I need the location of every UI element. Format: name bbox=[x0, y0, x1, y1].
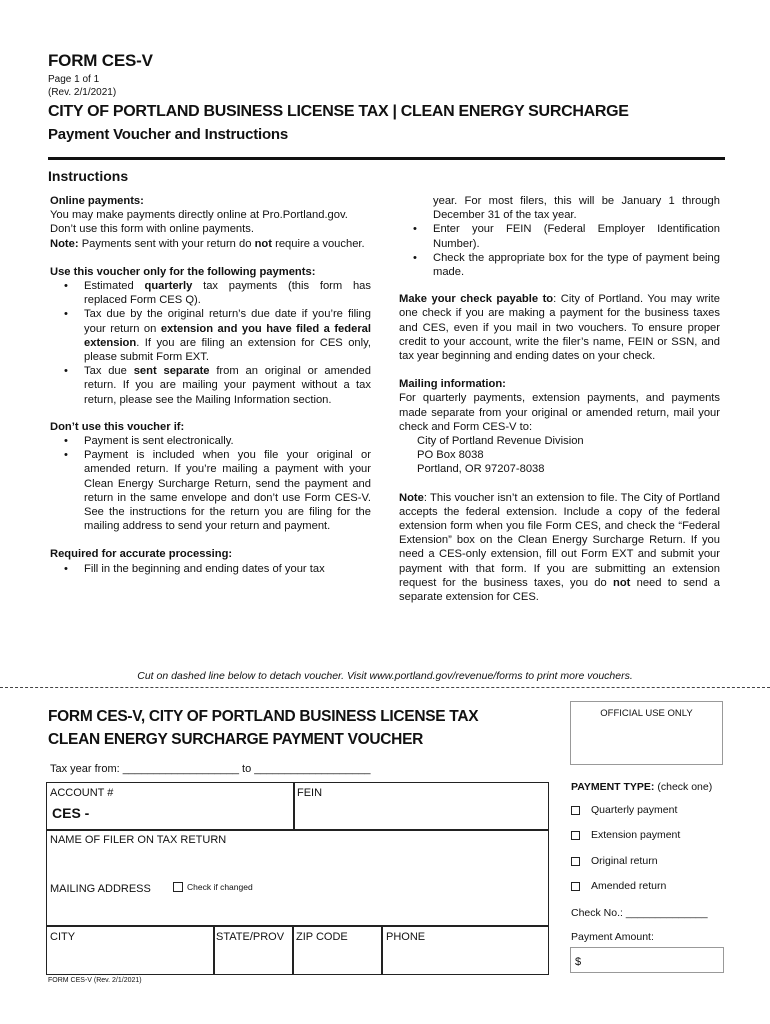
page-subtitle: Payment Voucher and Instructions bbox=[48, 126, 289, 143]
required-list-continued bbox=[399, 194, 720, 279]
instructions-left-column bbox=[50, 194, 371, 576]
voucher-subtitle: CLEAN ENERGY SURCHARGE PAYMENT VOUCHER bbox=[48, 731, 424, 748]
grid-divider bbox=[46, 829, 549, 831]
account-input[interactable]: CES - bbox=[52, 805, 90, 821]
revision-date: (Rev. 2/1/2021) bbox=[48, 87, 117, 98]
check-payable-text: Make your check payable to: City of Portland. You may write one check if you are making a payment for the business taxes and CES, even if you mail in two vouchers. To ensure proper credit to your account, write the filer’s name, FEIN or SSN, and tax year beginning and ending dates on your check. bbox=[399, 293, 720, 363]
option-amended[interactable] bbox=[571, 880, 666, 892]
fein-input[interactable] bbox=[295, 800, 547, 828]
online-payments-text: You may make payments directly online at Pro.Portland.gov. bbox=[50, 209, 348, 222]
instructions-heading: Instructions bbox=[48, 168, 129, 184]
checkbox[interactable] bbox=[571, 831, 580, 840]
payment-type-label: PAYMENT TYPE: (check one) bbox=[571, 781, 713, 793]
option-label: Original return bbox=[591, 855, 658, 867]
list-item: • Payment is sent electronically. bbox=[84, 434, 371, 448]
payment-amount-label: Payment Amount: bbox=[571, 931, 654, 943]
payment-amount-input[interactable] bbox=[570, 947, 724, 973]
check-if-changed-label: Check if changed bbox=[187, 882, 253, 892]
required-list bbox=[50, 562, 371, 576]
checkbox[interactable] bbox=[173, 882, 183, 892]
phone-label: PHONE bbox=[386, 931, 426, 943]
form-id: FORM CES-V bbox=[48, 51, 153, 70]
cut-line bbox=[0, 687, 770, 688]
page-title: CITY OF PORTLAND BUSINESS LICENSE TAX | CLEAN ENERGY SURCHARGE bbox=[48, 103, 629, 120]
list-item: • Fill in the beginning and ending dates of your tax bbox=[84, 562, 371, 576]
extension-note: Note: This voucher isn’t an extension to file. The City of Portland accepts the federal extension. Include a copy of the federal extension form when you file Form CES, and check the “Federal Extension” box on the Clean Energy Surcharge Return. If you need a CES-only extension, fill out Form EXT and submit your payment with that form. If you are submitting an extension request for the business taxes, you do not need to send a separate extension for CES. bbox=[399, 491, 720, 604]
dollar-sign: $ bbox=[575, 956, 582, 968]
option-original[interactable] bbox=[571, 855, 658, 867]
fein-label: FEIN bbox=[297, 787, 323, 799]
option-label: Extension payment bbox=[591, 829, 681, 841]
grid-divider bbox=[46, 925, 549, 927]
option-label: Quarterly payment bbox=[591, 804, 678, 816]
use-voucher-label: Use this voucher only for the following payments: bbox=[50, 265, 316, 278]
online-payments-warning: Don’t use this form with online payments. bbox=[50, 223, 254, 236]
online-payments-note: Note: Payments sent with your return do not require a voucher. bbox=[50, 237, 365, 250]
required-label: Required for accurate processing: bbox=[50, 548, 233, 561]
official-use-label: OFFICIAL USE ONLY bbox=[600, 708, 693, 719]
option-extension[interactable] bbox=[571, 829, 680, 841]
checkbox[interactable] bbox=[571, 857, 580, 866]
mailing-address-line: Portland, OR 97207-8038 bbox=[417, 463, 545, 476]
mailing-address-line: PO Box 8038 bbox=[417, 449, 484, 462]
filer-name-label: NAME OF FILER ON TAX RETURN bbox=[50, 834, 227, 846]
state-label: STATE/PROV bbox=[216, 931, 285, 943]
header-divider bbox=[48, 157, 725, 160]
dont-use-list bbox=[50, 434, 371, 533]
list-item: • Enter your FEIN (Federal Employer Identification Number). bbox=[433, 222, 720, 250]
zip-label: ZIP CODE bbox=[296, 931, 348, 943]
mailing-info-text: For quarterly payments, extension payments, and payments made separate from your original or amended return, mail your check and Form CES-V to: bbox=[399, 392, 720, 433]
grid-divider bbox=[213, 925, 215, 975]
mailing-info-label: Mailing information: bbox=[399, 378, 506, 391]
cut-note: Cut on dashed line below to detach voucher. Visit www.portland.gov/revenue/forms to print more vouchers. bbox=[137, 670, 633, 682]
filer-name-input[interactable] bbox=[48, 850, 547, 876]
online-payments-label: Online payments: bbox=[50, 195, 144, 207]
mailing-address-line: City of Portland Revenue Division bbox=[417, 435, 584, 448]
check-number-field[interactable]: Check No.: ______________ bbox=[571, 907, 708, 919]
list-item: • Tax due sent separate from an original or amended return. If you are mailing your payment without a tax return, please see the Mailing Information section. bbox=[84, 364, 371, 407]
dont-use-label: Don’t use this voucher if: bbox=[50, 420, 185, 433]
tax-year-field[interactable]: Tax year from: ___________________ to ___________________ bbox=[50, 763, 371, 775]
check-if-changed[interactable] bbox=[173, 882, 253, 892]
page-number: Page 1 of 1 bbox=[48, 74, 100, 85]
checkbox[interactable] bbox=[571, 806, 580, 815]
voucher-title: FORM CES-V, CITY OF PORTLAND BUSINESS LICENSE TAX bbox=[48, 708, 479, 725]
grid-divider bbox=[292, 925, 294, 975]
list-item-continued: year. For most filers, this will be January 1 through December 31 of the tax year. bbox=[433, 195, 720, 222]
mailing-address-input[interactable] bbox=[48, 897, 547, 923]
option-quarterly[interactable] bbox=[571, 804, 677, 816]
list-item: • Estimated quarterly tax payments (this form has replaced Form CES Q). bbox=[84, 279, 371, 307]
account-label: ACCOUNT # bbox=[50, 787, 114, 799]
grid-divider bbox=[381, 925, 383, 975]
mailing-address-label: MAILING ADDRESS bbox=[50, 883, 151, 895]
list-item: • Check the appropriate box for the type of payment being made. bbox=[433, 251, 720, 279]
option-label: Amended return bbox=[591, 880, 667, 892]
checkbox[interactable] bbox=[571, 882, 580, 891]
official-use-box bbox=[570, 701, 723, 765]
form-footer: FORM CES-V (Rev. 2/1/2021) bbox=[48, 977, 142, 984]
list-item: • Tax due by the original return’s due date if you’re filing your return on extension and you have filed a federal extension. If you are filing an extension for CES only, please submit Form EXT. bbox=[84, 307, 371, 364]
use-voucher-list bbox=[50, 279, 371, 407]
city-label: CITY bbox=[50, 931, 76, 943]
list-item: • Payment is included when you file your original or amended return. If you’re mailing a payment with your Clean Energy Surcharge Return, send the payment and return in the same envelope and don’t use Form CES-V. See the instructions for the return you are filing for the mailing address to send your return and payment. bbox=[84, 448, 371, 533]
instructions-right-column bbox=[399, 194, 720, 604]
